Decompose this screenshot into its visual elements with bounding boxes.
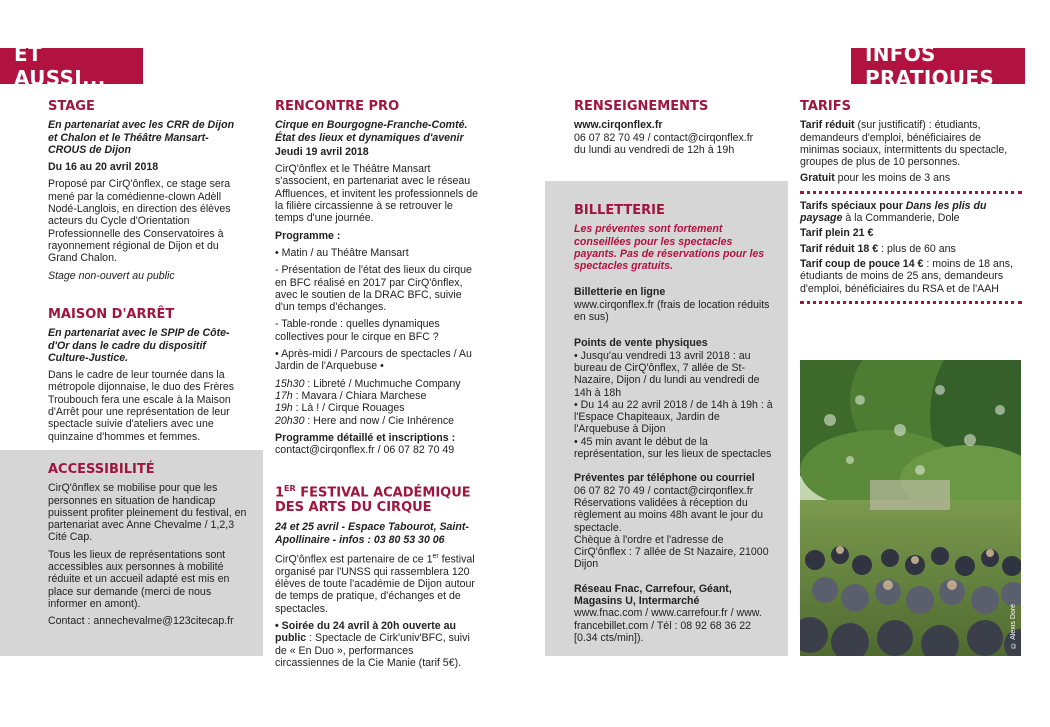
rencontre-title: RENCONTRE PRO (275, 99, 400, 114)
programme-1: • Matin / au Théâtre Mansart (275, 246, 409, 259)
schedule-row (275, 378, 480, 390)
phone-1: 06 07 82 70 49 / contact@cirqonflex.fr Réservations validées à réception du règlement au moins 48h avant le jour du spectacle. (574, 484, 764, 534)
speciaux-rest: à la Commanderie, Dole (842, 212, 960, 225)
schedule-text: : Là ! / Cirque Rouages (292, 402, 405, 415)
details-label: Programme détaillé et inscriptions : (275, 431, 456, 444)
festival-title-line2: DES ARTS DU CIRQUE (275, 500, 432, 516)
tarif-gratuit-text: pour les moins de 3 ans (834, 172, 951, 185)
renseignements-title: RENSEIGNEMENTS (574, 99, 709, 114)
festival-title-sup: ER (284, 484, 296, 493)
maison-intro: En partenariat avec le SPIP de Côte-d'Or dans le cadre du dispositif Culture-Justice. (48, 327, 230, 364)
points-2: • Du 14 au 22 avril 2018 / de 14h à 19h : à l'Espace Chapiteaux, Jardin de l'Arquebuse à Dijon (574, 398, 773, 436)
pouce-text: : moins de 18 ans, étudiants de moins de 25 ans, demandeurs d'emploi, bénéficiaires du RSA et de l'AAH (800, 257, 1013, 295)
tarif-coup-de-pouce (800, 258, 1022, 295)
tarif-reduit-label: Tarif réduit (800, 119, 855, 132)
billetterie-notice: Les préventes sont fortement conseillées pour les spectacles payants. Pas de réservations pour les spectacles gratuits. (574, 223, 765, 273)
reduit18-text: : plus de 60 ans (878, 242, 956, 255)
audience-photo (800, 360, 1021, 656)
pouce-label: Tarif coup de pouce 14 € (800, 257, 924, 270)
schedule-time: 15h30 (275, 377, 305, 390)
rencontre-date: Jeudi 19 avril 2018 (275, 145, 369, 158)
accessibilite-p1: CirQ'ônflex se mobilise pour que les personnes en situation de handicap puissent profiter pleinement du festival, en partenariat avec Anne Chevalme / 1,2,3 Cité Cap. (48, 482, 247, 544)
schedule-row (275, 415, 480, 427)
online-label: Billetterie en ligne (574, 286, 666, 299)
maison-title: MAISON D'ARRÊT (48, 307, 175, 322)
festival-body-a: CirQ'ônflex est partenaire de ce 1 (275, 553, 433, 566)
stage-body: Proposé par CirQ'ônflex, ce stage sera mené par la comédienne-clown Adèll Nodé-Langlois, en direction des élèves acteurs du Cycle d'Orientation Professionnelle des Conservatoires à rayonnement régional de Dijon et du Grand Chalon. (48, 178, 231, 265)
stage-note: Stage non-ouvert au public (48, 269, 175, 282)
rencontre-body: CirQ'ônflex et le Théâtre Mansart s'associent, en partenariat avec le réseau Affluences, et invitent les professionnels de la filière circassienne à se retrouver le temps d'une journée. (275, 163, 478, 225)
festival-section (275, 481, 480, 674)
stage-section (48, 101, 244, 287)
reseau-text: www.fnac.com / www.carrefour.fr / www. francebillet.com / Tél : 08 92 68 36 22 [0.34 cts/min]). (574, 607, 762, 644)
tarif-reduit-text: (sur justificatif) : étudiants, demandeurs d'emploi, bénéficiaires de minimas sociaux, intermittents du spectacle, groupes de plus de 10 personnes. (800, 119, 1008, 169)
renseignements-hours: du lundi au vendredi de 12h à 19h (574, 143, 735, 156)
reduit18-label: Tarif réduit 18 € (800, 242, 879, 255)
points-label: Points de vente physiques (574, 337, 708, 350)
schedule-row (275, 390, 480, 402)
details (275, 432, 480, 457)
right-banner: INFOS PRATIQUES (851, 48, 1025, 84)
festival-body-sup: er (432, 552, 439, 560)
reseau-label: Réseau Fnac, Carrefour, Géant, Magasins U, Intermarché (574, 582, 732, 608)
tarifs-section (800, 101, 1022, 310)
tarif-gratuit-label: Gratuit (800, 172, 835, 185)
maison-body: Dans le cadre de leur tournée dans la métropole dijonnaise, le duo des Frères Troubouch fera une escale à la Maison d'Arrêt pour une représentation de leur spectacle suivie d'ateliers avec une quinzaine d'hommes et femmes. (48, 369, 235, 443)
schedule-text: : Mavara / Chiara Marchese (292, 389, 427, 402)
accessibilite-section (0, 450, 263, 656)
tarif-gratuit (800, 172, 1022, 184)
rencontre-section (275, 101, 480, 456)
online-text: www.cirqonflex.fr (frais de location réduits en sus) (574, 298, 770, 324)
audience-photo-drawing (800, 360, 1021, 656)
festival-info: 24 et 25 avril - Espace Tabourot, Saint-Apollinaire - infos : 03 80 53 30 06 (275, 521, 469, 546)
tarif-reduit-18 (800, 243, 1022, 255)
accessibilite-title: ACCESSIBILITÉ (48, 462, 155, 477)
schedule (275, 378, 480, 427)
programme-label: Programme : (275, 229, 341, 242)
programme-2: - Présentation de l'état des lieux du cirque en BFC réalisé en 2017 par CirQ'ônflex, avec le soutien de la DRAC BFC, suivie d'un temps d'échanges. (275, 264, 472, 314)
renseignements-contact: 06 07 82 70 49 / contact@cirqonflex.fr (574, 131, 754, 144)
phone-label: Préventes par téléphone ou courriel (574, 472, 755, 485)
festival-body (275, 551, 480, 615)
programme-3: - Table-ronde : quelles dynamiques collectives pour le cirque en BFC ? (275, 318, 440, 343)
stage-intro: En partenariat avec les CRR de Dijon et Chalon et le Théâtre Mansart-CROUS de Dijon (48, 119, 235, 156)
tarif-plein: Tarif plein 21 € (800, 227, 874, 240)
phone-2: Chèque à l'ordre et l'adresse de CirQ'ônflex : 7 allée de St Nazaire, 21000 Dijon (574, 533, 769, 571)
stage-dates: Du 16 au 20 avril 2018 (48, 161, 159, 174)
stage-title: STAGE (48, 99, 95, 114)
tarifs-title: TARIFS (800, 99, 852, 114)
festival-body-b: festival organisé par l'UNSS qui rassemblera 120 élèves de toute l'académie de Dijon autour de temps de pratique, d'échanges et de spectacles. (275, 553, 475, 615)
left-banner: ET AUSSI... (0, 48, 143, 84)
points-1: • Jusqu'au vendredi 13 avril 2018 : au bureau de CirQ'ônflex, 7 allée de St-Nazaire, Dijon / du lundi au vendredi de 14h à 18h (574, 349, 760, 399)
rencontre-intro: Cirque en Bourgogne-Franche-Comté. État des lieux et dynamiques d'avenir (275, 119, 468, 144)
festival-soiree (275, 620, 480, 669)
schedule-time: 19h (275, 402, 293, 415)
tarifs-speciaux (800, 200, 1022, 225)
billetterie-title: BILLETTERIE (574, 203, 665, 218)
billetterie-section (545, 181, 788, 656)
dotted-divider (800, 301, 1022, 304)
tarif-reduit (800, 119, 1022, 168)
dotted-divider (800, 191, 1022, 194)
schedule-time: 17h (275, 389, 293, 402)
schedule-text: : Libreté / Muchmuche Company (304, 377, 461, 390)
schedule-text: : Here and now / Cie Inhérence (304, 414, 455, 427)
festival-title-rest: FESTIVAL ACADÉMIQUE (295, 485, 471, 501)
renseignements-site[interactable]: www.cirqonflex.fr (574, 119, 663, 132)
renseignements-section (574, 101, 774, 156)
soiree-rest: : Spectacle de Cirk'univ'BFC, suivi de « En Duo », performances circassiennes de la Cie Manie (tarif 5€). (275, 632, 470, 669)
speciaux-label: Tarifs spéciaux pour (800, 199, 906, 212)
soiree-bold: • Soirée du 24 avril à 20h ouverte au public (275, 619, 456, 645)
details-contact[interactable]: contact@cirqonflex.fr / 06 07 82 70 49 (275, 444, 455, 457)
schedule-row (275, 402, 480, 414)
photo-credit: © Alexis Doré (1010, 603, 1017, 648)
maison-section (48, 309, 244, 448)
programme-4: • Après-midi / Parcours de spectacles / Au Jardin de l'Arquebuse • (275, 348, 472, 373)
accessibilite-p2: Tous les lieux de représentations sont accessibles aux personnes à mobilité réduite et un accueil adapté est mis en place sur demande (merci de nous informer en amont). (48, 548, 230, 610)
speciaux-title: Dans les plis du paysage (800, 199, 987, 225)
accessibilite-contact: Contact : annechevalme@123citecap.fr (48, 615, 234, 628)
festival-title (275, 481, 480, 515)
schedule-time: 20h30 (275, 414, 305, 427)
festival-title-num: 1 (275, 485, 285, 501)
points-3: • 45 min avant le début de la représentation, sur les lieux de spectacles (574, 435, 772, 461)
